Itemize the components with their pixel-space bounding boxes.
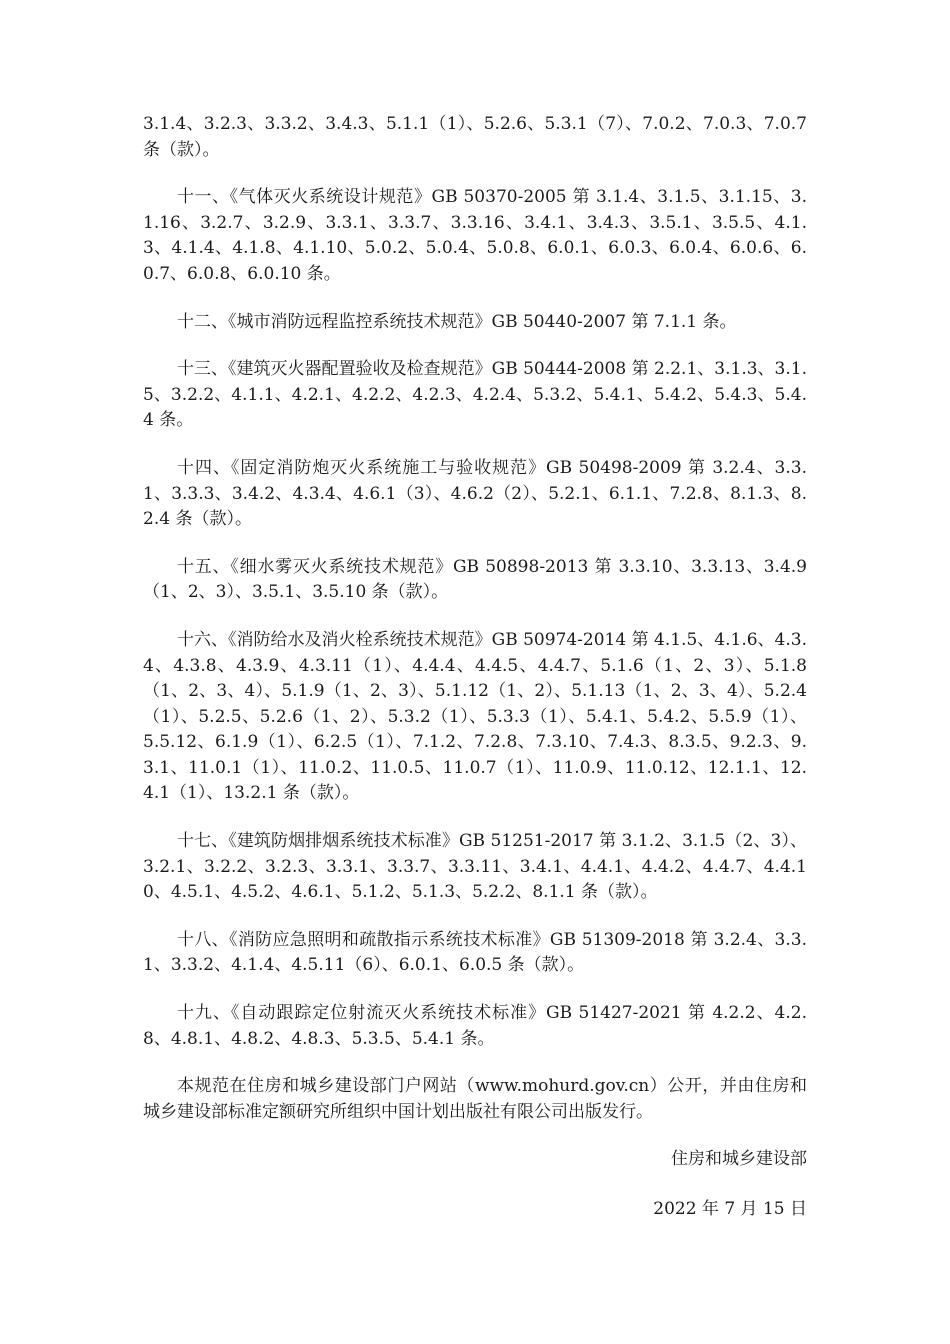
clause-item-12: 十二、《城市消防远程监控系统技术规范》GB 50440-2007 第 7.1.1 条。 bbox=[177, 311, 737, 332]
clause-item-17: 十七、《建筑防烟排烟系统技术标准》GB 51251-2017 第 3.1.2、3.1.5（2、3）、3.2.1、3.2.2、3.2.3、3.3.1、3.3.7、3.3.11、3.4.1、4.4.1、4.4.2、4.4.7、4.4.10、4.5.1、4.5.2、4.6.1、5.1.2、5.1.3、5.2.2、8.1.1 条（款）。 bbox=[143, 831, 807, 903]
publication-notice: 本规范在住房和城乡建设部门户网站（www.mohurd.gov.cn）公开，并由住房和城乡建设部标准定额研究所组织中国计划出版社有限公司出版发行。 bbox=[143, 1076, 807, 1122]
clause-item-15: 十五、《细水雾灭火系统技术规范》GB 50898-2013 第 3.3.10、3.3.13、3.4.9（1、2、3）、3.5.1、3.5.10 条（款）。 bbox=[143, 556, 807, 603]
clause-item-14: 十四、《固定消防炮灭火系统施工与验收规范》GB 50498-2009 第 3.2.4、3.3.1、3.3.3、3.4.2、4.3.4、4.6.1（3）、4.6.2（2）、5.2.1、6.1.1、7.2.8、8.1.3、8.2.4 条（款）。 bbox=[143, 457, 807, 530]
clause-item-11: 十一、《气体灭火系统设计规范》GB 50370-2005 第 3.1.4、3.1.5、3.1.15、3.1.16、3.2.7、3.2.9、3.3.1、3.3.7、3.3.16、3.4.1、3.4.3、3.5.1、3.5.5、4.1.3、4.1.4、4.1.8、4.1.10、5.0.2、5.0.4、5.0.8、6.0.1、6.0.3、6.0.4、6.0.6、6.0.7、6.0.8、6.0.10 条。 bbox=[143, 187, 807, 284]
clause-item-18: 十八、《消防应急照明和疏散指示系统技术标准》GB 51309-2018 第 3.2.4、3.3.1、3.3.2、4.1.4、4.5.11（6）、6.0.1、6.0.5 条（款）。 bbox=[143, 929, 807, 976]
issuer-signature: 住房和城乡建设部 bbox=[671, 1149, 807, 1170]
document-page bbox=[143, 112, 807, 1223]
continued-article-list: 3.1.4、3.2.3、3.3.2、3.4.3、5.1.1（1）、5.2.6、5.3.1（7）、7.0.2、7.0.3、7.0.7 条（款）。 bbox=[143, 114, 807, 160]
issue-date: 2022 年 7 月 15 日 bbox=[653, 1199, 807, 1219]
clause-item-16: 十六、《消防给水及消火栓系统技术规范》GB 50974-2014 第 4.1.5、4.1.6、4.3.4、4.3.8、4.3.9、4.3.11（1）、4.4.4、4.4.5、4.4.7、5.1.6（1、2、3）、5.1.8（1、2、3、4）、5.1.9（1、2、3）、5.1.12（1、2）、5.1.13（1、2、3、4）、5.2.4（1）、5.2.5、5.2.6（1、2）、5.3.2（1）、5.3.3（1）、5.4.1、5.4.2、5.5.9（1）、5.5.12、6.1.9（1）、6.2.5（1）、7.1.2、7.2.8、7.3.10、7.4.3、8.3.5、9.2.3、9.3.1、11.0.1（1）、11.0.2、11.0.5、11.0.7（1）、11.0.9、11.0.12、12.1.1、12.4.1（1）、13.2.1 条（款）。 bbox=[143, 629, 807, 804]
clause-item-19: 十九、《自动跟踪定位射流灭火系统技术标准》GB 51427-2021 第 4.2.2、4.2.8、4.8.1、4.8.2、4.8.3、5.3.5、5.4.1 条。 bbox=[143, 1003, 807, 1049]
clause-item-13: 十三、《建筑灭火器配置验收及检查规范》GB 50444-2008 第 2.2.1、3.1.3、3.1.5、3.2.2、4.1.1、4.2.1、4.2.2、4.2.3、4.2.4、5.3.2、5.4.1、5.4.2、5.4.3、5.4.4 条。 bbox=[143, 359, 807, 431]
